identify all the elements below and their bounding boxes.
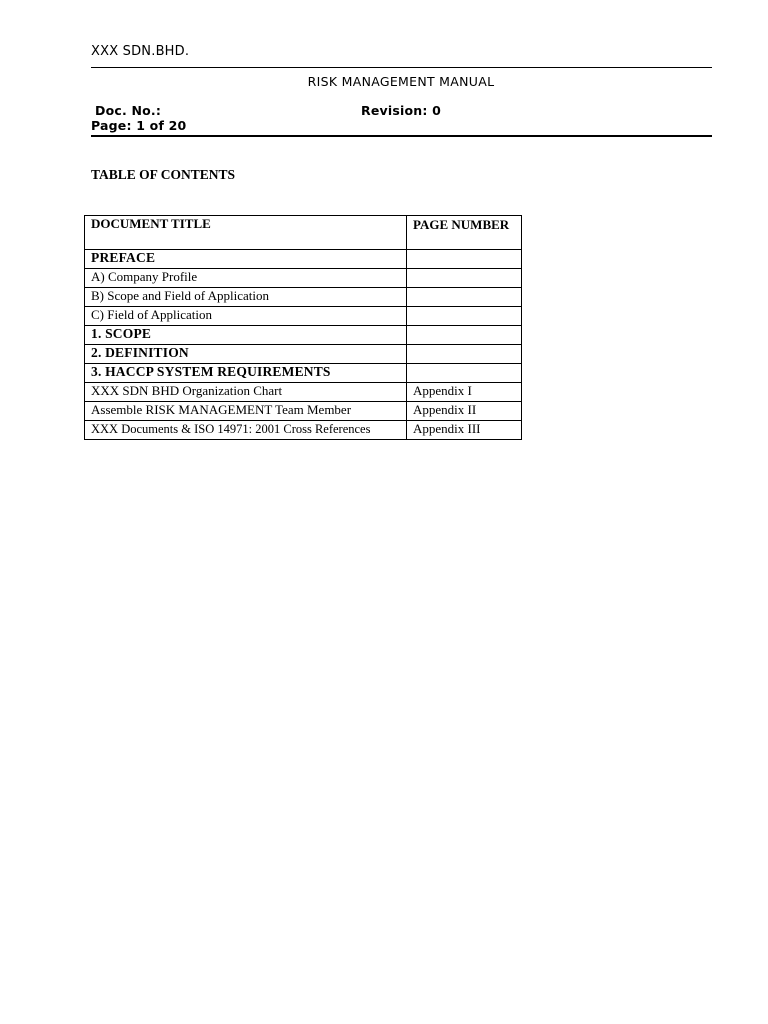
table-row (85, 345, 522, 364)
row-title: B) Scope and Field of Application (85, 288, 407, 307)
row-title: A) Company Profile (85, 269, 407, 288)
table-row (85, 307, 522, 326)
row-title: PREFACE (85, 250, 407, 269)
page-indicator: Page: 1 of 20 (91, 118, 187, 133)
revision-label: Revision: 0 (361, 103, 441, 118)
row-page: Appendix I (407, 383, 522, 402)
toc-table (84, 215, 522, 440)
table-row (85, 326, 522, 345)
row-title: XXX SDN BHD Organization Chart (85, 383, 407, 402)
column-header-title: DOCUMENT TITLE (85, 216, 407, 250)
row-title: 1. SCOPE (85, 326, 407, 345)
row-page: Appendix II (407, 402, 522, 421)
row-page (407, 288, 522, 307)
company-name: XXX SDN.BHD. (91, 44, 190, 59)
row-page (407, 326, 522, 345)
row-title: C) Field of Application (85, 307, 407, 326)
row-title: XXX Documents & ISO 14971: 2001 Cross References (85, 421, 407, 440)
table-row (85, 421, 522, 440)
table-row (85, 250, 522, 269)
header-divider-top (91, 67, 712, 68)
table-row (85, 288, 522, 307)
table-row (85, 383, 522, 402)
row-page: Appendix III (407, 421, 522, 440)
table-row (85, 364, 522, 383)
header-divider-bottom (91, 135, 712, 137)
toc-header-row (85, 216, 522, 250)
row-title: 2. DEFINITION (85, 345, 407, 364)
table-row (85, 269, 522, 288)
row-page (407, 307, 522, 326)
doc-number-label: Doc. No.: (95, 103, 162, 118)
toc-heading: TABLE OF CONTENTS (91, 167, 236, 182)
row-page (407, 250, 522, 269)
column-header-page: PAGE NUMBER (407, 216, 522, 250)
row-page (407, 269, 522, 288)
row-page (407, 345, 522, 364)
row-title: 3. HACCP SYSTEM REQUIREMENTS (85, 364, 407, 383)
table-row (85, 402, 522, 421)
row-page (407, 364, 522, 383)
row-title: Assemble RISK MANAGEMENT Team Member (85, 402, 407, 421)
manual-title: RISK MANAGEMENT MANUAL (307, 74, 495, 89)
